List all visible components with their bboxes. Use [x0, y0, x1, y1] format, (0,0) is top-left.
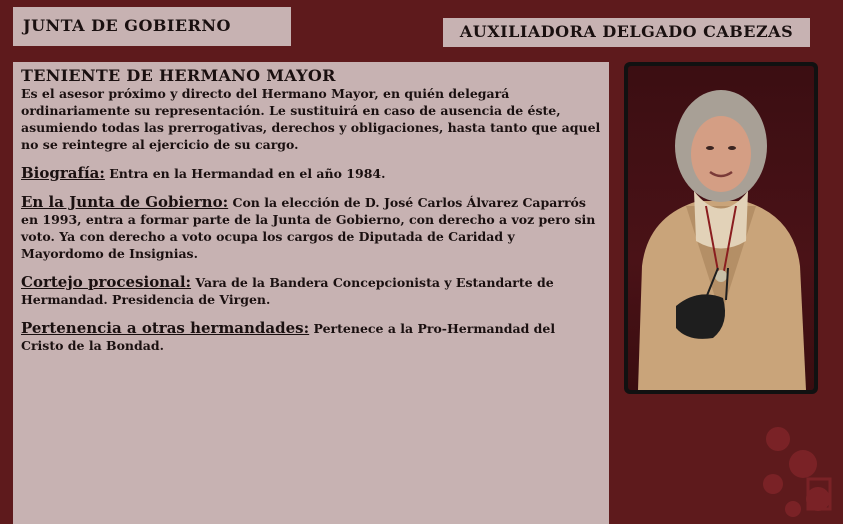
role-description: Es el asesor próximo y directo del Hermano Mayor, en quién delegará ordinariamente su representación. Le sustituirá en caso de ausencia de éste, asumiendo todas las prerrogativas, derechos y obligaciones, hasta tanto que aquel no se reintegre al ejercicio de su cargo. — [21, 86, 601, 152]
section-pertenencia — [21, 320, 601, 354]
portrait-illustration — [628, 66, 814, 390]
role-title: TENIENTE DE HERMANO MAYOR — [21, 66, 336, 85]
section-label: Cortejo procesional: — [21, 273, 192, 291]
member-name: AUXILIADORA DELGADO CABEZAS — [443, 18, 810, 47]
section-label: Biografía: — [21, 164, 105, 182]
content-panel — [13, 62, 609, 524]
section-title: JUNTA DE GOBIERNO — [13, 7, 291, 46]
floral-ornament — [748, 409, 843, 524]
section-text: Entra en la Hermandad en el año 1984. — [109, 166, 386, 181]
section-label: Pertenencia a otras hermandades: — [21, 319, 310, 337]
portrait-photo — [628, 66, 814, 390]
section-label: En la Junta de Gobierno: — [21, 193, 229, 211]
section-text: Con la elección de D. José Carlos Álvarez Caparrós en 1993, entra a formar parte de la Junta de Gobierno, con derecho a voz pero sin voto. Ya con derecho a voto ocupa los cargos de Diputada de Caridad y Mayordomo de Insignias. — [21, 195, 596, 261]
section-text: Vara de la Bandera Concepcionista y Estandarte de Hermandad. Presidencia de Virgen. — [21, 275, 554, 307]
section-junta — [21, 194, 601, 262]
section-biografia — [21, 165, 601, 182]
section-text: Pertenece a la Pro-Hermandad del Cristo de la Bondad. — [21, 321, 556, 353]
portrait-frame — [624, 62, 818, 394]
section-cortejo — [21, 274, 601, 308]
